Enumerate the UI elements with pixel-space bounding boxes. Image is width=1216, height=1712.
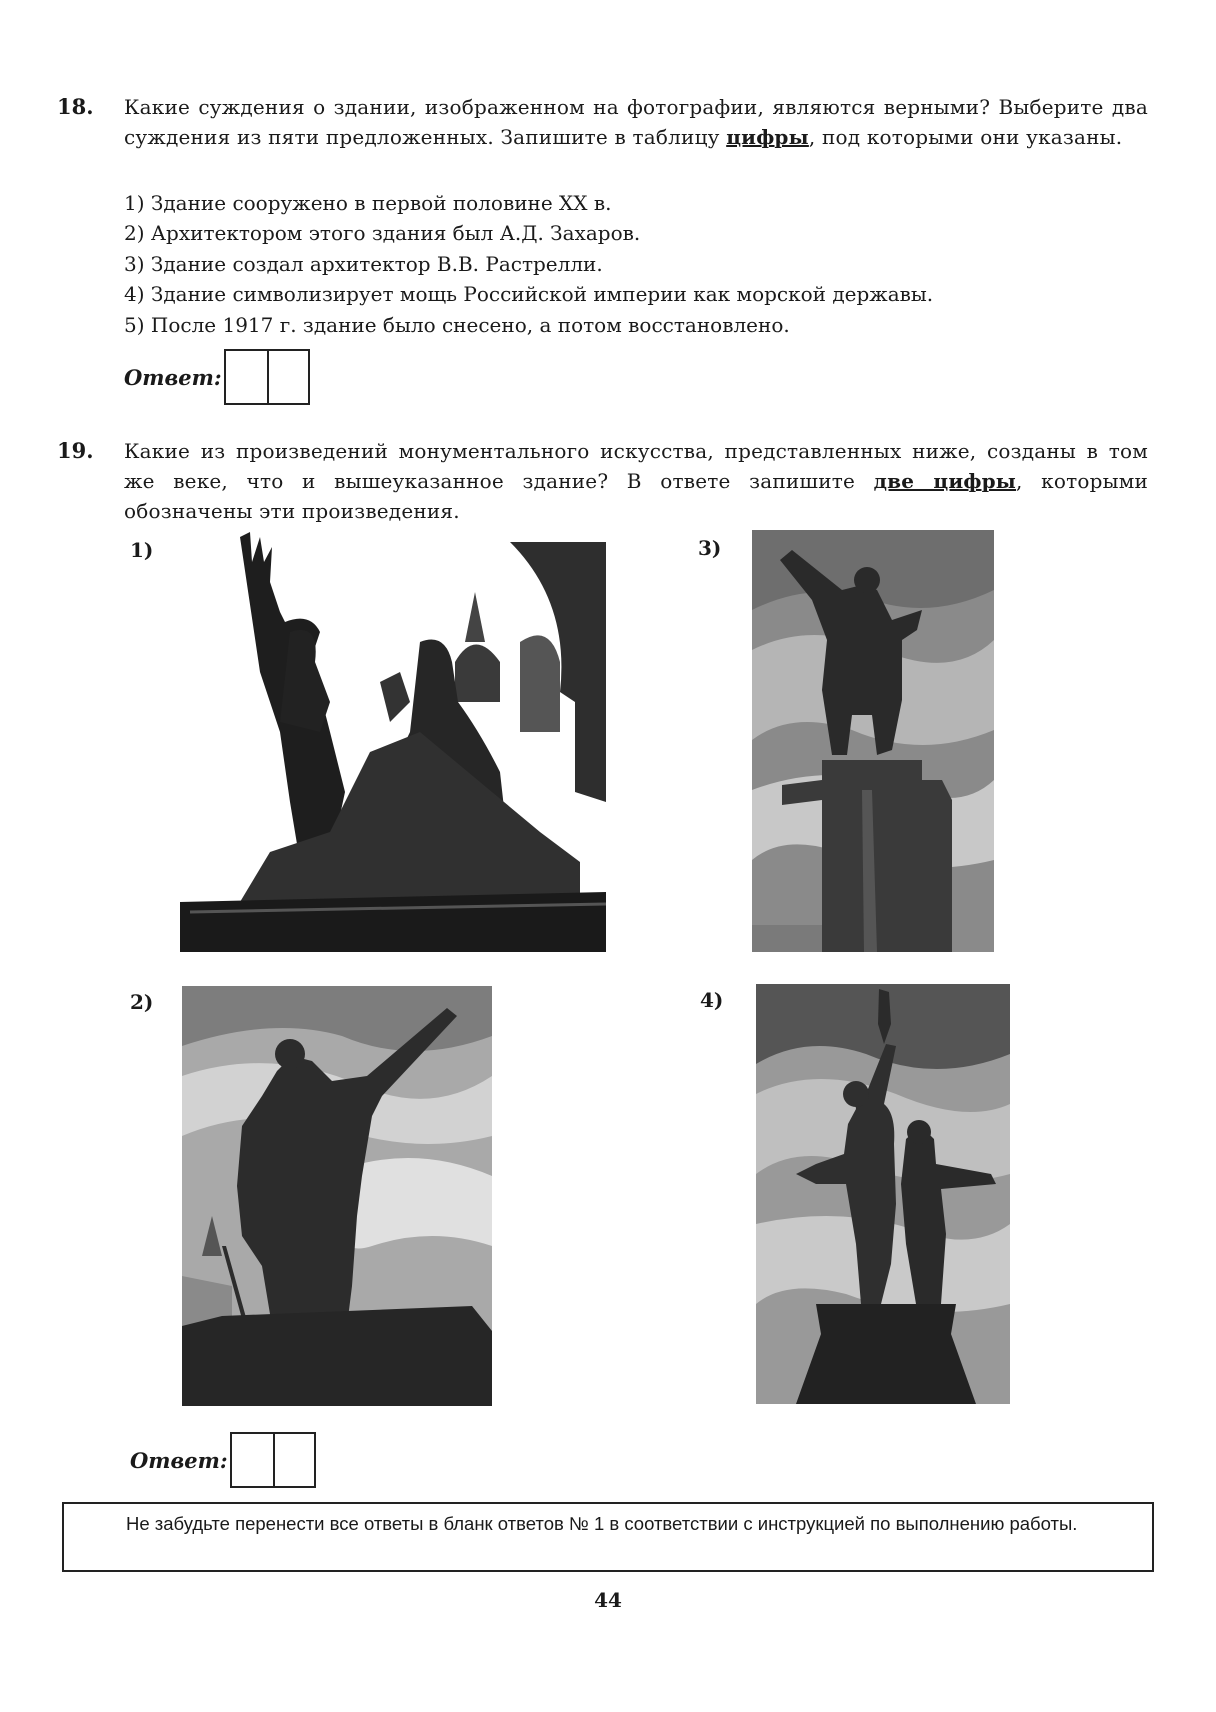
monument-kutuzov-photo [182, 986, 492, 1406]
question-18-text-before: Какие суждения о здании, изображенном на фотографии, являются верными? Выберите два суждения из пяти предложенных. Запишите в таблицу [124, 95, 1148, 149]
option-5: 5) После 1917 г. здание было снесено, а потом восстановлено. [124, 312, 790, 337]
question-18-text [124, 92, 1148, 152]
answer-cell-1[interactable] [226, 351, 267, 403]
monument-lenin-photo [752, 530, 994, 952]
image-4-label: 4) [700, 988, 724, 1012]
option-1: 1) Здание сооружено в первой половине XX в. [124, 191, 612, 215]
question-18-text-after: , под которыми они указаны. [808, 125, 1123, 149]
answer-cell-1[interactable] [232, 1434, 273, 1486]
option-2: 2) Архитектором этого здания был А.Д. Захаров. [124, 221, 641, 246]
question-18-number: 18. [57, 94, 94, 119]
question-19-text-before: Какие из произведений монументального искусства, представленных ниже, созданы в том же веке, что и вышеуказанное здание? В ответе запишите [124, 439, 1148, 493]
option-4: 4) Здание символизирует мощь Российской империи как морской державы. [124, 282, 934, 307]
monument-minin-pozharsky-photo [180, 532, 606, 952]
question-19-text [124, 436, 1148, 526]
answer-cell-2[interactable] [267, 351, 308, 403]
image-2-label: 2) [130, 990, 154, 1014]
page-number: 44 [594, 1588, 622, 1612]
question-19-answer-label: Ответ: [130, 1448, 228, 1473]
question-19-number: 19. [57, 438, 94, 463]
image-3-label: 3) [698, 536, 722, 560]
option-3: 3) Здание создал архитектор В.В. Растрелли. [124, 251, 603, 276]
image-1-label: 1) [130, 538, 154, 562]
question-18-keyword: цифры [726, 125, 809, 149]
question-19-answer-box[interactable] [230, 1432, 316, 1488]
transfer-answers-notice: Не забудьте перенести все ответы в бланк ответов № 1 в соответствии с инструкцией по выполнению работы. [62, 1502, 1154, 1572]
answer-cell-2[interactable] [273, 1434, 314, 1486]
question-18-answer-box[interactable] [224, 349, 310, 405]
question-19-text-after: , которыми обозначены эти произведения. [124, 469, 1149, 523]
question-18-answer-label: Ответ: [124, 365, 222, 390]
question-18-options [124, 188, 933, 340]
question-19-keyword: две цифры [873, 469, 1017, 493]
monument-worker-kolkhoz-woman-photo [756, 984, 1010, 1404]
